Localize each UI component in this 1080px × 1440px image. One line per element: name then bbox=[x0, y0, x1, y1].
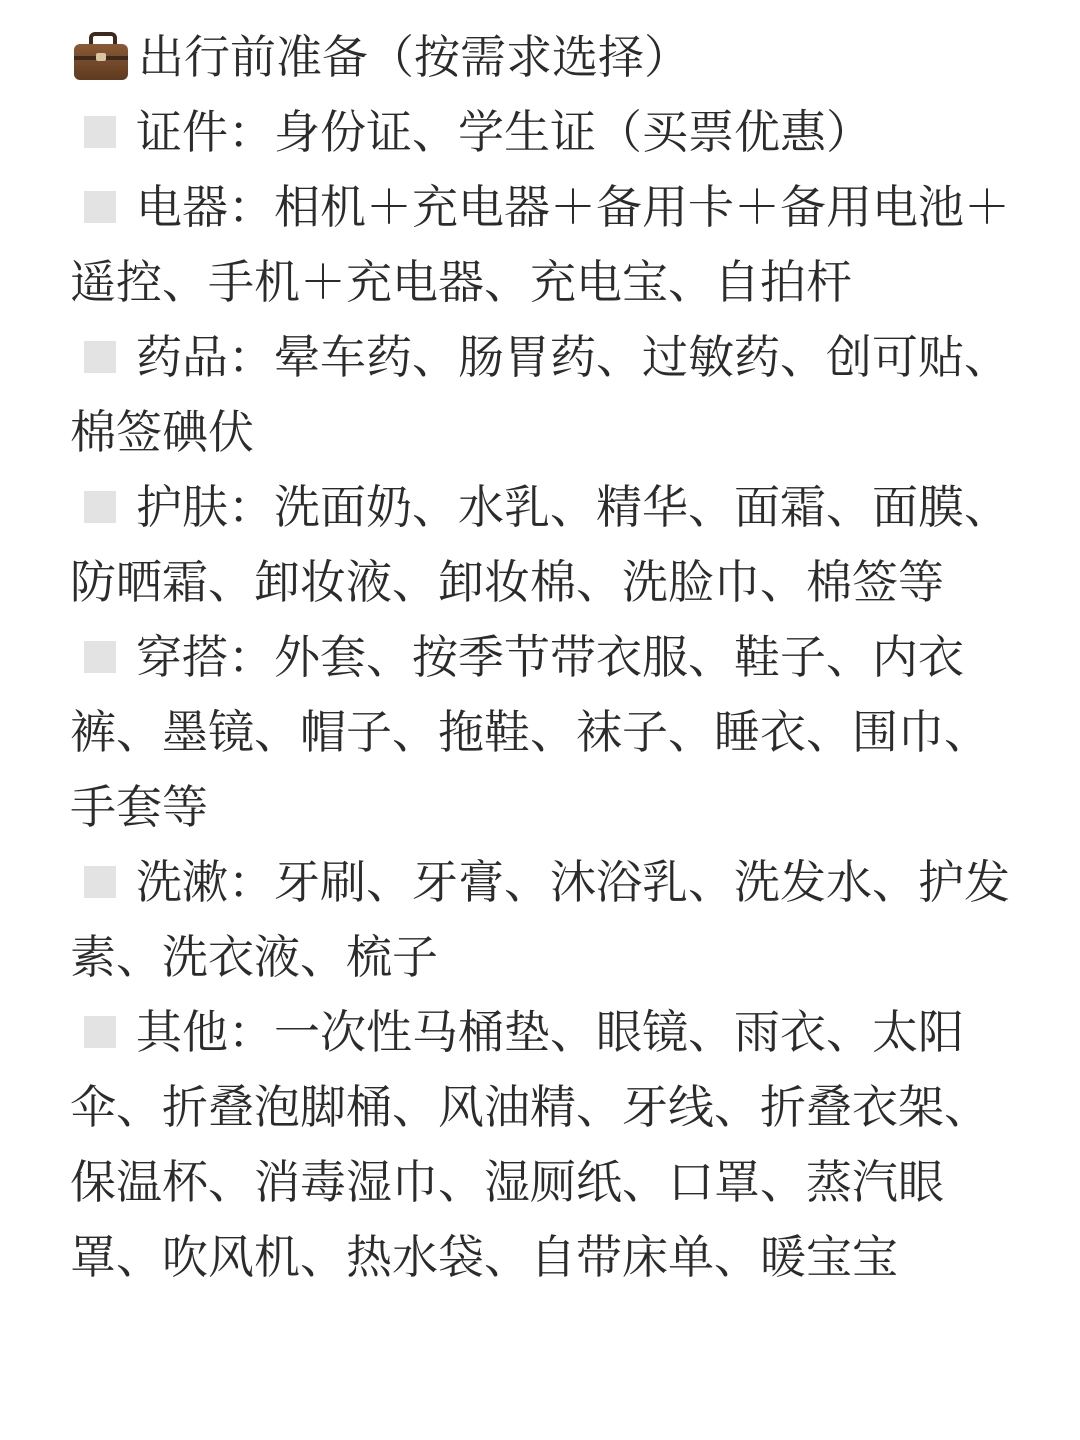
section-documents bbox=[70, 95, 1020, 170]
section-content: 洗面奶、水乳、精华、面霜、面膜、防晒霜、卸妆液、卸妆棉、洗脸巾、棉签等 bbox=[70, 480, 1010, 609]
square-bullet-icon bbox=[84, 191, 116, 223]
square-bullet-icon bbox=[84, 1016, 116, 1048]
section-content: 晕车药、肠胃药、过敏药、创可贴、棉签碘伏 bbox=[70, 330, 1010, 459]
section-clothing bbox=[70, 620, 1020, 845]
section-toiletries bbox=[70, 845, 1020, 995]
section-others bbox=[70, 995, 1020, 1295]
section-label: 药品： bbox=[136, 330, 274, 384]
section-label: 护肤： bbox=[136, 480, 274, 534]
section-label: 洗漱： bbox=[136, 855, 274, 909]
square-bullet-icon bbox=[84, 866, 116, 898]
square-bullet-icon bbox=[84, 641, 116, 673]
section-label: 电器： bbox=[136, 180, 274, 234]
briefcase-icon bbox=[70, 20, 130, 95]
section-label: 其他： bbox=[136, 1005, 274, 1059]
square-bullet-icon bbox=[84, 491, 116, 523]
section-content: 身份证、学生证（买票优惠） bbox=[274, 105, 872, 159]
section-label: 穿搭： bbox=[136, 630, 274, 684]
title-line bbox=[70, 20, 1020, 95]
section-content: 牙刷、牙膏、沐浴乳、洗发水、护发素、洗衣液、梳子 bbox=[70, 855, 1010, 984]
section-skincare bbox=[70, 470, 1020, 620]
section-content: 一次性马桶垫、眼镜、雨衣、太阳伞、折叠泡脚桶、风油精、牙线、折叠衣架、保温杯、消毒湿巾、湿厕纸、口罩、蒸汽眼罩、吹风机、热水袋、自带床单、暖宝宝 bbox=[70, 1005, 990, 1284]
page-title: 出行前准备（按需求选择） bbox=[138, 30, 690, 84]
section-content: 外套、按季节带衣服、鞋子、内衣裤、墨镜、帽子、拖鞋、袜子、睡衣、围巾、手套等 bbox=[70, 630, 990, 834]
section-content: 相机＋充电器＋备用卡＋备用电池＋遥控、手机＋充电器、充电宝、自拍杆 bbox=[70, 180, 1010, 309]
section-label: 证件： bbox=[136, 105, 274, 159]
square-bullet-icon bbox=[84, 116, 116, 148]
section-medicine bbox=[70, 320, 1020, 470]
square-bullet-icon bbox=[84, 341, 116, 373]
section-electronics bbox=[70, 170, 1020, 320]
packing-list-document bbox=[70, 20, 1020, 1295]
